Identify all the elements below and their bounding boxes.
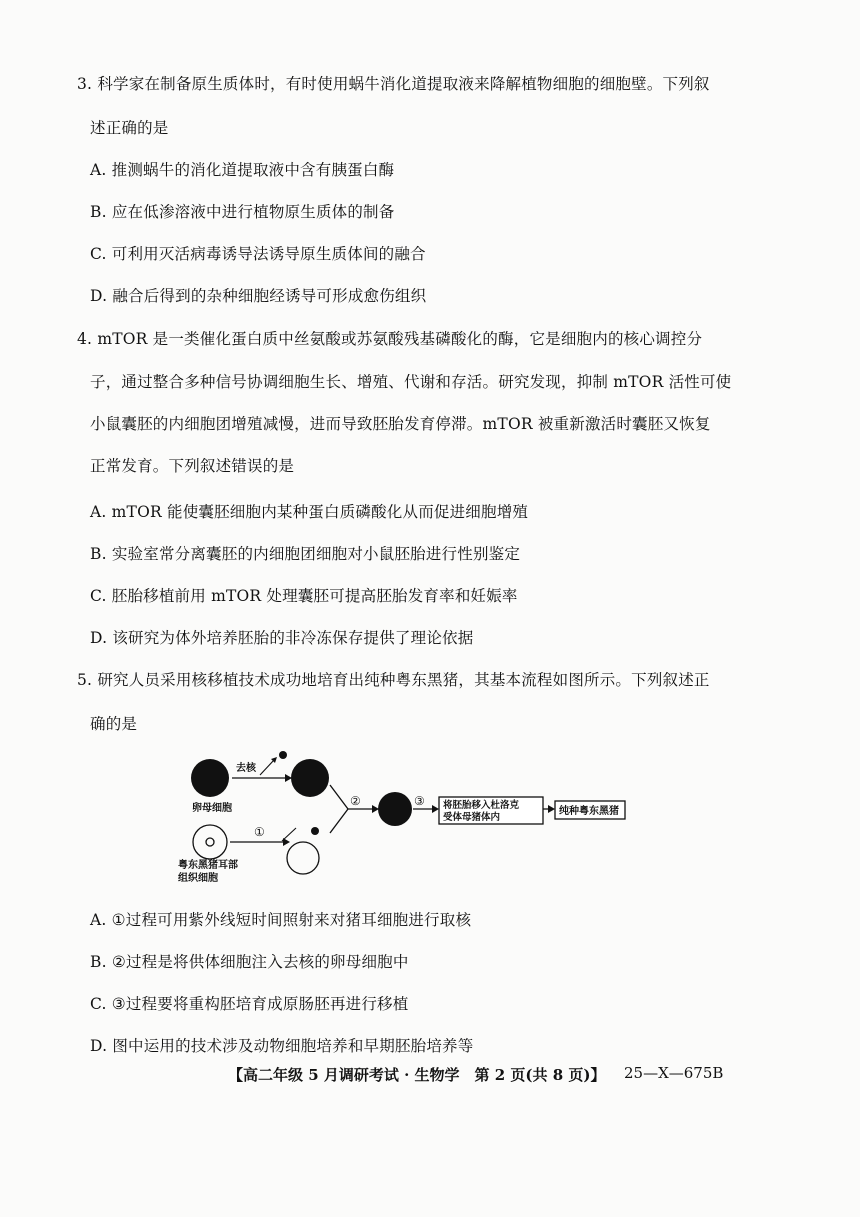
q3-option-a: A. 推测蜗牛的消化道提取液中含有胰蛋白酶 (90, 161, 395, 179)
enucleated-oocyte (291, 759, 329, 797)
merge-line-lower (330, 809, 348, 833)
q4-option-a: A. mTOR 能使囊胚细胞内某种蛋白质磷酸化从而促进细胞增殖 (90, 503, 529, 521)
transfer-box-line2: 受体母猪体内 (443, 812, 501, 823)
q4-stem-line3: 小鼠囊胚的内细胞团增殖减慢，进而导致胚胎发育停滞。mTOR 被重新激活时囊胚又恢复 (90, 415, 711, 433)
q3-option-b: B. 应在低渗溶液中进行植物原生质体的制备 (90, 203, 395, 221)
page-footer: 【高二年级 5 月调研考试 · 生物学 第 2 页(共 8 页)】 (228, 1066, 606, 1084)
q3-stem-line1: 3. 科学家在制备原生质体时，有时使用蜗牛消化道提取液来降解植物细胞的细胞壁。下列叙 (77, 75, 710, 93)
step2-label: ② (350, 794, 361, 808)
removed-nucleus (279, 751, 287, 759)
q3-option-d: D. 融合后得到的杂种细胞经诱导可形成愈伤组织 (90, 287, 427, 305)
transfer-box-line1: 将胚胎移入杜洛克 (443, 800, 520, 811)
q5-option-a: A. ①过程可用紫外线短时间照射来对猪耳细胞进行取核 (90, 911, 472, 929)
donor-cell-remainder (287, 842, 319, 874)
q4-stem-line2: 子，通过整合多种信号协调细胞生长、增殖、代谢和存活。研究发现，抑制 mTOR 活性可使 (90, 373, 732, 391)
exam-code: 25—X—675B (624, 1064, 724, 1082)
nucleus-removal-line (260, 760, 274, 775)
ear-tissue-cell (193, 825, 227, 859)
q4-stem-line1: 4. mTOR 是一类催化蛋白质中丝氨酸或苏氨酸残基磷酸化的酶，它是细胞内的核心调控分 (77, 330, 703, 348)
ear-cell-nucleus (206, 838, 214, 846)
ear-cell-label-1: 粤东黑猪耳部 (178, 860, 238, 871)
q5-stem-line1: 5. 研究人员采用核移植技术成功地培育出纯种粤东黑猪，其基本流程如图所示。下列叙述正 (77, 671, 710, 689)
result-box-label: 纯种粤东黑猪 (559, 806, 619, 817)
q3-stem-line2: 述正确的是 (90, 119, 169, 137)
oocyte-label: 卵母细胞 (192, 803, 232, 814)
donor-nucleus-line (282, 828, 296, 841)
ear-cell-label-2: 组织细胞 (178, 873, 218, 884)
q4-option-b: B. 实验室常分离囊胚的内细胞团细胞对小鼠胚胎进行性别鉴定 (90, 545, 521, 563)
q5-option-b: B. ②过程是将供体细胞注入去核的卵母细胞中 (90, 953, 409, 971)
q4-option-d: D. 该研究为体外培养胚胎的非冷冻保存提供了理论依据 (90, 629, 474, 647)
q4-option-c: C. 胚胎移植前用 mTOR 处理囊胚可提高胚胎发育率和妊娠率 (90, 587, 518, 605)
q4-stem-line4: 正常发育。下列叙述错误的是 (90, 457, 295, 475)
step3-label: ③ (414, 794, 425, 808)
q5-option-d: D. 图中运用的技术涉及动物细胞培养和早期胚胎培养等 (90, 1037, 474, 1055)
step3-arrowhead (432, 805, 439, 813)
step1-label: ① (254, 825, 265, 839)
oocyte-cell (191, 759, 229, 797)
q5-option-c: C. ③过程要将重构胚培育成原肠胚再进行移植 (90, 995, 409, 1013)
nuclear-transfer-diagram (170, 745, 650, 895)
result-arrowhead (548, 805, 555, 813)
merge-line-upper (330, 785, 348, 809)
q5-stem-line2: 确的是 (90, 715, 138, 733)
denucleate-arrowhead (285, 774, 292, 782)
q3-option-c: C. 可利用灭活病毒诱导法诱导原生质体间的融合 (90, 245, 426, 263)
step2-arrowhead (372, 805, 379, 813)
reconstructed-embryo (378, 792, 412, 826)
denucleate-label: 去核 (236, 763, 256, 774)
donor-nucleus (311, 827, 319, 835)
